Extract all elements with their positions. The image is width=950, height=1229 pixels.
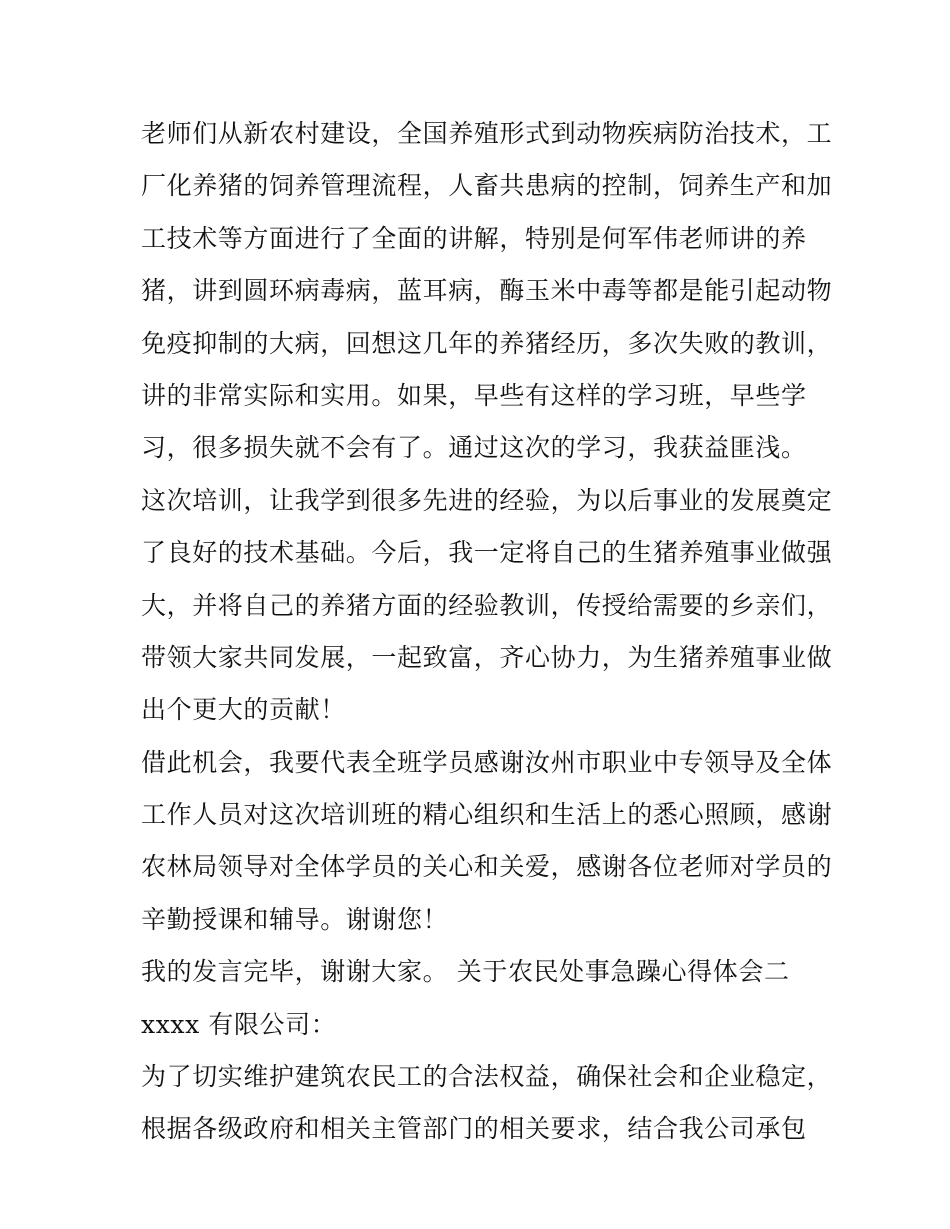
text-line: 这次培训，让我学到很多先进的经验，为以后事业的发展奠定: [141, 485, 833, 515]
text-line: 厂化养猪的饲养管理流程，人畜共患病的控制，饲养生产和加: [141, 171, 833, 201]
text-line: 了良好的技术基础。今后，我一定将自己的生猪养殖事业做强: [141, 538, 833, 568]
text-line: 大，并将自己的养猪方面的经验教训，传授给需要的乡亲们，: [141, 590, 833, 620]
text-line: 工作人员对这次培训班的精心组织和生活上的悉心照顾，感谢: [141, 800, 833, 830]
text-line: xxxx 有限公司：: [141, 1009, 337, 1039]
text-line: 习，很多损失就不会有了。通过这次的学习，我获益匪浅。: [141, 433, 807, 463]
text-line: 为了切实维护建筑农民工的合法权益，确保社会和企业稳定，: [141, 1062, 833, 1092]
text-line: 农林局领导对全体学员的关心和关爱，感谢各位老师对学员的: [141, 852, 833, 882]
text-line: 我的发言完毕，谢谢大家。 关于农民处事急躁心得体会二: [141, 957, 790, 987]
text-line: 免疫抑制的大病，回想这几年的养猪经历，多次失败的教训，: [141, 328, 833, 358]
text-line: 讲的非常实际和实用。如果，早些有这样的学习班，早些学: [141, 380, 807, 410]
text-line: 借此机会，我要代表全班学员感谢汝州市职业中专领导及全体: [141, 747, 833, 777]
text-line: 根据各级政府和相关主管部门的相关要求，结合我公司承包: [141, 1114, 807, 1144]
text-line: 带领大家共同发展，一起致富，齐心协力，为生猪养殖事业做: [141, 642, 833, 672]
text-line: 老师们从新农村建设，全国养殖形式到动物疾病防治技术，工: [141, 119, 833, 148]
text-line: 辛勤授课和辅导。谢谢您！: [141, 904, 449, 934]
text-line: 工技术等方面进行了全面的讲解，特别是何军伟老师讲的养: [141, 223, 807, 253]
body-text: [141, 108, 833, 1156]
text-line: 猪，讲到圆环病毒病，蓝耳病，酶玉米中毒等都是能引起动物: [141, 276, 833, 306]
text-line: 出个更大的贡献！: [141, 695, 346, 725]
